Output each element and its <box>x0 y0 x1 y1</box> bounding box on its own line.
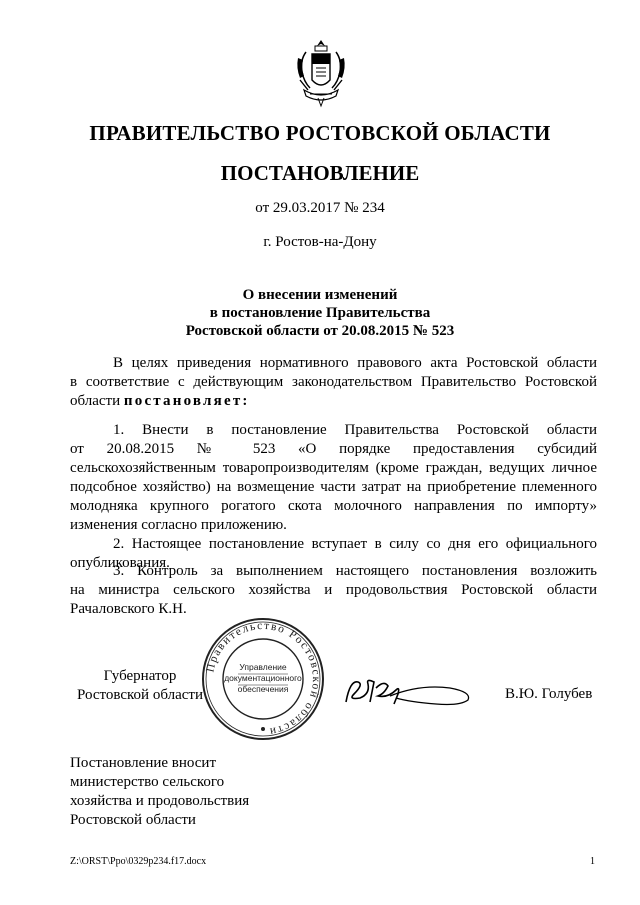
text-line: подсобное хозяйство) на возмещение части затрат на приобретение племенного <box>70 479 597 495</box>
document-subject <box>0 286 640 340</box>
signature-graphic <box>340 672 480 712</box>
subject-line: Ростовской области от 20.08.2015 № 523 <box>185 323 455 339</box>
text-line: на министра сельского хозяйства и продовольствия Ростовской области <box>70 582 597 598</box>
subject-line: в постановление Правительства <box>209 305 431 321</box>
document-type-title: ПОСТАНОВЛЕНИЕ <box>220 161 420 185</box>
submitter-line: Постановление вносит <box>70 755 217 771</box>
footer-file-path: Z:\ORST\Ppo\0329p234.f17.docx <box>70 856 207 867</box>
seal-graphic <box>200 616 326 742</box>
seal-center-line: обеспечения <box>237 684 289 694</box>
text-line: В целях приведения нормативного правового акта Ростовской области <box>113 355 597 371</box>
seal-center-line: документационного <box>224 673 302 683</box>
submitter-line: министерство сельского <box>70 774 225 790</box>
coat-of-arms-emblem <box>292 38 350 108</box>
submitter-block <box>70 754 249 830</box>
handwritten-signature <box>340 672 480 717</box>
document-date-number: от 29.03.2017 № 234 <box>255 200 385 216</box>
text-line: от 20.08.2015 № 523 «О порядке предоставления субсидий <box>70 441 597 457</box>
text-line: сельскохозяйственным товаропроизводителям (кроме граждан, ведущих личное <box>70 460 597 476</box>
text-fragment: области <box>70 393 124 409</box>
subject-line: О внесении изменений <box>242 287 398 303</box>
signatory-title-line: Губернатор <box>103 668 177 684</box>
text-line: Рачаловского К.Н. <box>70 601 187 617</box>
emblem-graphic <box>292 38 350 108</box>
preamble-paragraph <box>70 354 597 411</box>
signatory-title-line: Ростовской области <box>77 687 203 703</box>
seal-ring-text: Правительство Ростовской области <box>204 619 323 738</box>
seal-center-line: Управление <box>239 662 287 672</box>
item-3-paragraph <box>70 562 597 619</box>
item-1-paragraph <box>70 421 597 535</box>
document-place: г. Ростов-на-Дону <box>263 234 377 250</box>
decree-word: постановляет: <box>123 393 250 409</box>
signatory-name: В.Ю. Голубев <box>505 686 593 702</box>
text-line: 2. Настоящее постановление вступает в силу со дня его официального <box>113 536 597 552</box>
text-line <box>70 392 597 411</box>
submitter-line: Ростовской области <box>70 812 196 828</box>
signatory-title <box>70 667 210 705</box>
text-line: опубликования. <box>70 555 170 571</box>
official-seal-stamp <box>200 616 326 747</box>
text-line: 1. Внести в постановление Правительства Ростовской области <box>113 422 597 438</box>
text-line: в соответствие с действующим законодательством Правительство Ростовской <box>70 374 597 390</box>
text-line: молодняка крупного рогатого скота молочного направления по импорту» <box>70 498 597 514</box>
submitter-line: хозяйства и продовольствия <box>70 793 250 809</box>
text-line: изменения согласно приложению. <box>70 517 287 533</box>
page-number: 1 <box>590 856 595 867</box>
organization-title: ПРАВИТЕЛЬСТВО РОСТОВСКОЙ ОБЛАСТИ <box>89 121 551 145</box>
text-line: 3. Контроль за выполнением настоящего постановления возложить <box>113 563 597 579</box>
